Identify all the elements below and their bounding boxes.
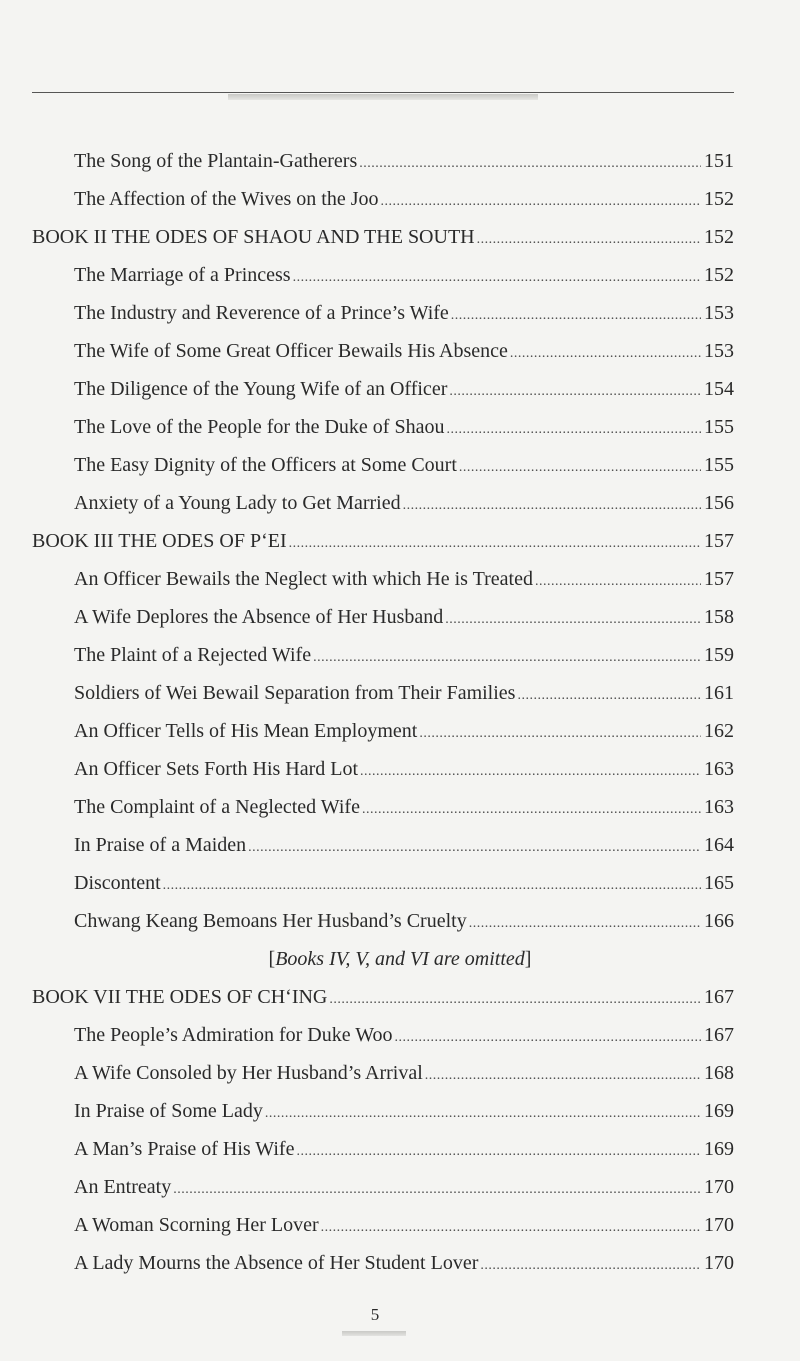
toc-entry[interactable] — [74, 604, 734, 633]
toc-entry-page: 162 — [704, 720, 734, 742]
toc-entry-title: The Diligence of the Young Wife of an Officer — [74, 378, 448, 400]
dot-leader — [362, 797, 701, 823]
toc-entry-page: 169 — [704, 1138, 734, 1160]
toc-entry-title: A Wife Deplores the Absence of Her Husband — [74, 606, 444, 628]
dot-leader — [381, 189, 701, 215]
toc-entry[interactable] — [74, 262, 734, 291]
toc-entry-page: 164 — [704, 834, 734, 856]
toc-entry[interactable] — [74, 452, 734, 481]
toc-entry-page: 165 — [704, 872, 734, 894]
dot-leader — [296, 1139, 701, 1165]
note-text: Books IV, V, and VI are omitted — [275, 948, 525, 970]
toc-book-heading[interactable] — [32, 224, 734, 253]
toc-entry[interactable] — [74, 414, 734, 443]
toc-entry[interactable] — [74, 376, 734, 405]
dot-leader — [321, 1215, 701, 1241]
toc-entry-page: 151 — [704, 150, 734, 172]
toc-entry-title: Anxiety of a Young Lady to Get Married — [74, 492, 401, 514]
dot-leader — [469, 911, 701, 937]
toc-entry-title: BOOK II THE ODES OF SHAOU AND THE SOUTH — [32, 226, 475, 248]
toc-entry[interactable] — [74, 148, 734, 177]
dot-leader — [480, 1253, 701, 1279]
toc-entry[interactable] — [74, 1022, 734, 1051]
toc-entry[interactable] — [74, 1212, 734, 1241]
toc-entry[interactable] — [74, 756, 734, 785]
toc-entry[interactable] — [74, 1060, 734, 1089]
toc-entry-title: Chwang Keang Bemoans Her Husband’s Cruelty — [74, 910, 467, 932]
toc-entry[interactable] — [74, 300, 734, 329]
toc-entry-page: 156 — [704, 492, 734, 514]
toc-entry-page: 152 — [704, 226, 734, 248]
toc-entry-title: An Officer Bewails the Neglect with which He is Treated — [74, 568, 533, 590]
toc-entry-page: 152 — [704, 188, 734, 210]
toc-entry[interactable] — [74, 566, 734, 595]
toc-entry[interactable] — [74, 794, 734, 823]
toc-entry-title: The Plaint of a Rejected Wife — [74, 644, 312, 666]
toc-entry-title: In Praise of Some Lady — [74, 1100, 263, 1122]
toc-entry-page: 163 — [704, 796, 734, 818]
toc-entry-page: 153 — [704, 340, 734, 362]
toc-entry-page: 163 — [704, 758, 734, 780]
dot-leader — [445, 607, 701, 633]
dot-leader — [313, 645, 701, 671]
toc-entry-page: 168 — [704, 1062, 734, 1084]
toc-entry-title: An Entreaty — [74, 1176, 172, 1198]
toc-entry[interactable] — [74, 1174, 734, 1203]
toc-entry-title: The Love of the People for the Duke of Shaou — [74, 416, 445, 438]
omitted-books-note — [0, 946, 800, 972]
toc-entry-title: The Affection of the Wives on the Joo — [74, 188, 379, 210]
toc-entry-page: 153 — [704, 302, 734, 324]
toc-entry[interactable] — [74, 490, 734, 519]
toc-book-heading[interactable] — [32, 984, 734, 1013]
dot-leader — [359, 151, 701, 177]
dot-leader — [403, 493, 701, 519]
toc-entry-title: The Industry and Reverence of a Prince’s Wife — [74, 302, 449, 324]
toc-entry-page: 158 — [704, 606, 734, 628]
toc-entry-page: 170 — [704, 1176, 734, 1198]
toc-entry-page: 157 — [704, 568, 734, 590]
dot-leader — [329, 987, 701, 1013]
toc-entry-title: A Lady Mourns the Absence of Her Student Lover — [74, 1252, 479, 1274]
dot-leader — [449, 379, 701, 405]
dot-leader — [419, 721, 701, 747]
dot-leader — [510, 341, 701, 367]
toc-entry[interactable] — [74, 186, 734, 215]
toc-entry-title: An Officer Tells of His Mean Employment — [74, 720, 418, 742]
dot-leader — [451, 303, 701, 329]
toc-entry-title: The Easy Dignity of the Officers at Some Court — [74, 454, 457, 476]
toc-entry-title: A Wife Consoled by Her Husband’s Arrival — [74, 1062, 423, 1084]
toc-entry-title: In Praise of a Maiden — [74, 834, 247, 856]
dot-leader — [289, 531, 701, 557]
toc-entry-page: 166 — [704, 910, 734, 932]
dot-leader — [163, 873, 701, 899]
toc-entry[interactable] — [74, 642, 734, 671]
toc-entry-page: 157 — [704, 530, 734, 552]
toc-entry-page: 154 — [704, 378, 734, 400]
toc-book-heading[interactable] — [32, 528, 734, 557]
toc-entry[interactable] — [74, 1250, 734, 1279]
toc-entry-page: 161 — [704, 682, 734, 704]
toc-entry[interactable] — [74, 908, 734, 937]
toc-entry[interactable] — [74, 338, 734, 367]
toc-entry-page: 170 — [704, 1252, 734, 1274]
dot-leader — [265, 1101, 701, 1127]
toc-entry[interactable] — [74, 870, 734, 899]
toc-entry-page: 152 — [704, 264, 734, 286]
toc-entry[interactable] — [74, 680, 734, 709]
dot-leader — [395, 1025, 701, 1051]
dot-leader — [173, 1177, 701, 1203]
page-number: 5 — [370, 1305, 380, 1324]
dot-leader — [248, 835, 701, 861]
toc-entry[interactable] — [74, 1136, 734, 1165]
toc-entry-title: BOOK III THE ODES OF P‘EI — [32, 530, 287, 552]
toc-entry-page: 155 — [704, 454, 734, 476]
dot-leader — [293, 265, 701, 291]
header-rule — [32, 92, 734, 93]
toc-entry-page: 167 — [704, 986, 734, 1008]
dot-leader — [535, 569, 701, 595]
toc-entry-title: Discontent — [74, 872, 161, 894]
toc-entry-page: 170 — [704, 1214, 734, 1236]
toc-entry-title: The Complaint of a Neglected Wife — [74, 796, 360, 818]
toc-entry-title: The Song of the Plantain-Gatherers — [74, 150, 358, 172]
toc-entry-page: 167 — [704, 1024, 734, 1046]
toc-entry-title: Soldiers of Wei Bewail Separation from Their Families — [74, 682, 516, 704]
toc-entry-title: A Man’s Praise of His Wife — [74, 1138, 295, 1160]
toc-entry-title: The People’s Admiration for Duke Woo — [74, 1024, 393, 1046]
toc-entry-page: 155 — [704, 416, 734, 438]
dot-leader — [425, 1063, 701, 1089]
toc-entry[interactable] — [74, 832, 734, 861]
header-rule-shadow — [228, 94, 538, 100]
dot-leader — [360, 759, 701, 785]
dot-leader — [477, 227, 701, 253]
toc-entry-title: A Woman Scorning Her Lover — [74, 1214, 319, 1236]
toc-entry-page: 169 — [704, 1100, 734, 1122]
dot-leader — [517, 683, 701, 709]
dot-leader — [446, 417, 701, 443]
toc-entry-title: The Wife of Some Great Officer Bewails His Absence — [74, 340, 508, 362]
dot-leader — [459, 455, 701, 481]
toc-entry-title: BOOK VII THE ODES OF CH‘ING — [32, 986, 328, 1008]
toc-entry-title: An Officer Sets Forth His Hard Lot — [74, 758, 359, 780]
toc-entry-page: 159 — [704, 644, 734, 666]
toc-entry-title: The Marriage of a Princess — [74, 264, 291, 286]
footer-mark — [342, 1331, 406, 1336]
note-close-bracket: ] — [524, 948, 532, 970]
toc-entry[interactable] — [74, 1098, 734, 1127]
toc-entry[interactable] — [74, 718, 734, 747]
note-open-bracket: [ — [268, 948, 276, 970]
